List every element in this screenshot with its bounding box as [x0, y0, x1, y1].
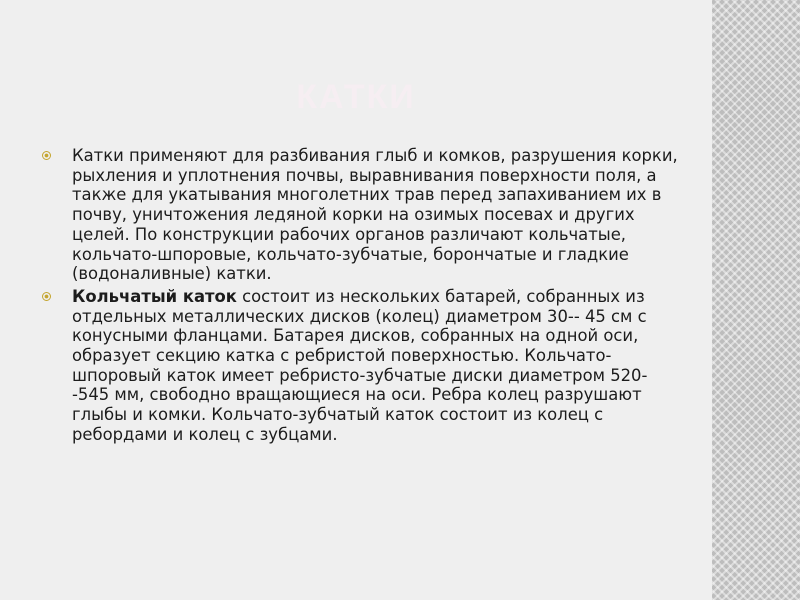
decorative-side-band: [712, 0, 800, 600]
bullet-circle-icon: [42, 292, 51, 301]
bullet-text: состоит из нескольких батарей, собранных из отдельных металлических дисков (колец) диаметром 30-- 45 см с конусными фланцами. Батарея дисков, собранных на одной оси, образует секцию катка с ребристой поверхностью. Кольчато-шпоровый каток имеет ребристо-зубчатые диски диаметром 520--545 мм, свободно вращающиеся на оси. Ребра колец разрушают глыбы и комки. Кольчато-зубчатый каток состоит из колец с ребордами и колец с зубцами.: [72, 286, 648, 444]
slide-body: [40, 146, 680, 448]
bullet-item: [40, 146, 680, 284]
bullet-bold-term: Кольчатый каток: [72, 286, 237, 306]
bullet-text: Катки применяют для разбивания глыб и комков, разрушения корки, рыхления и уплотнения почвы, выравнивания поверхности поля, а также для укатывания многолетних трав перед запахиванием их в почву, уничтожения ледяной корки на озимых посевах и других целей. По конструкции рабочих органов различают кольчатые, кольчато-шпоровые, кольчато-зубчатые, борончатые и гладкие (водоналивные) катки.: [72, 146, 678, 284]
slide-title: КАТКИ: [296, 78, 416, 116]
bullet-circle-icon: [42, 151, 51, 160]
bullet-item: [40, 287, 680, 445]
